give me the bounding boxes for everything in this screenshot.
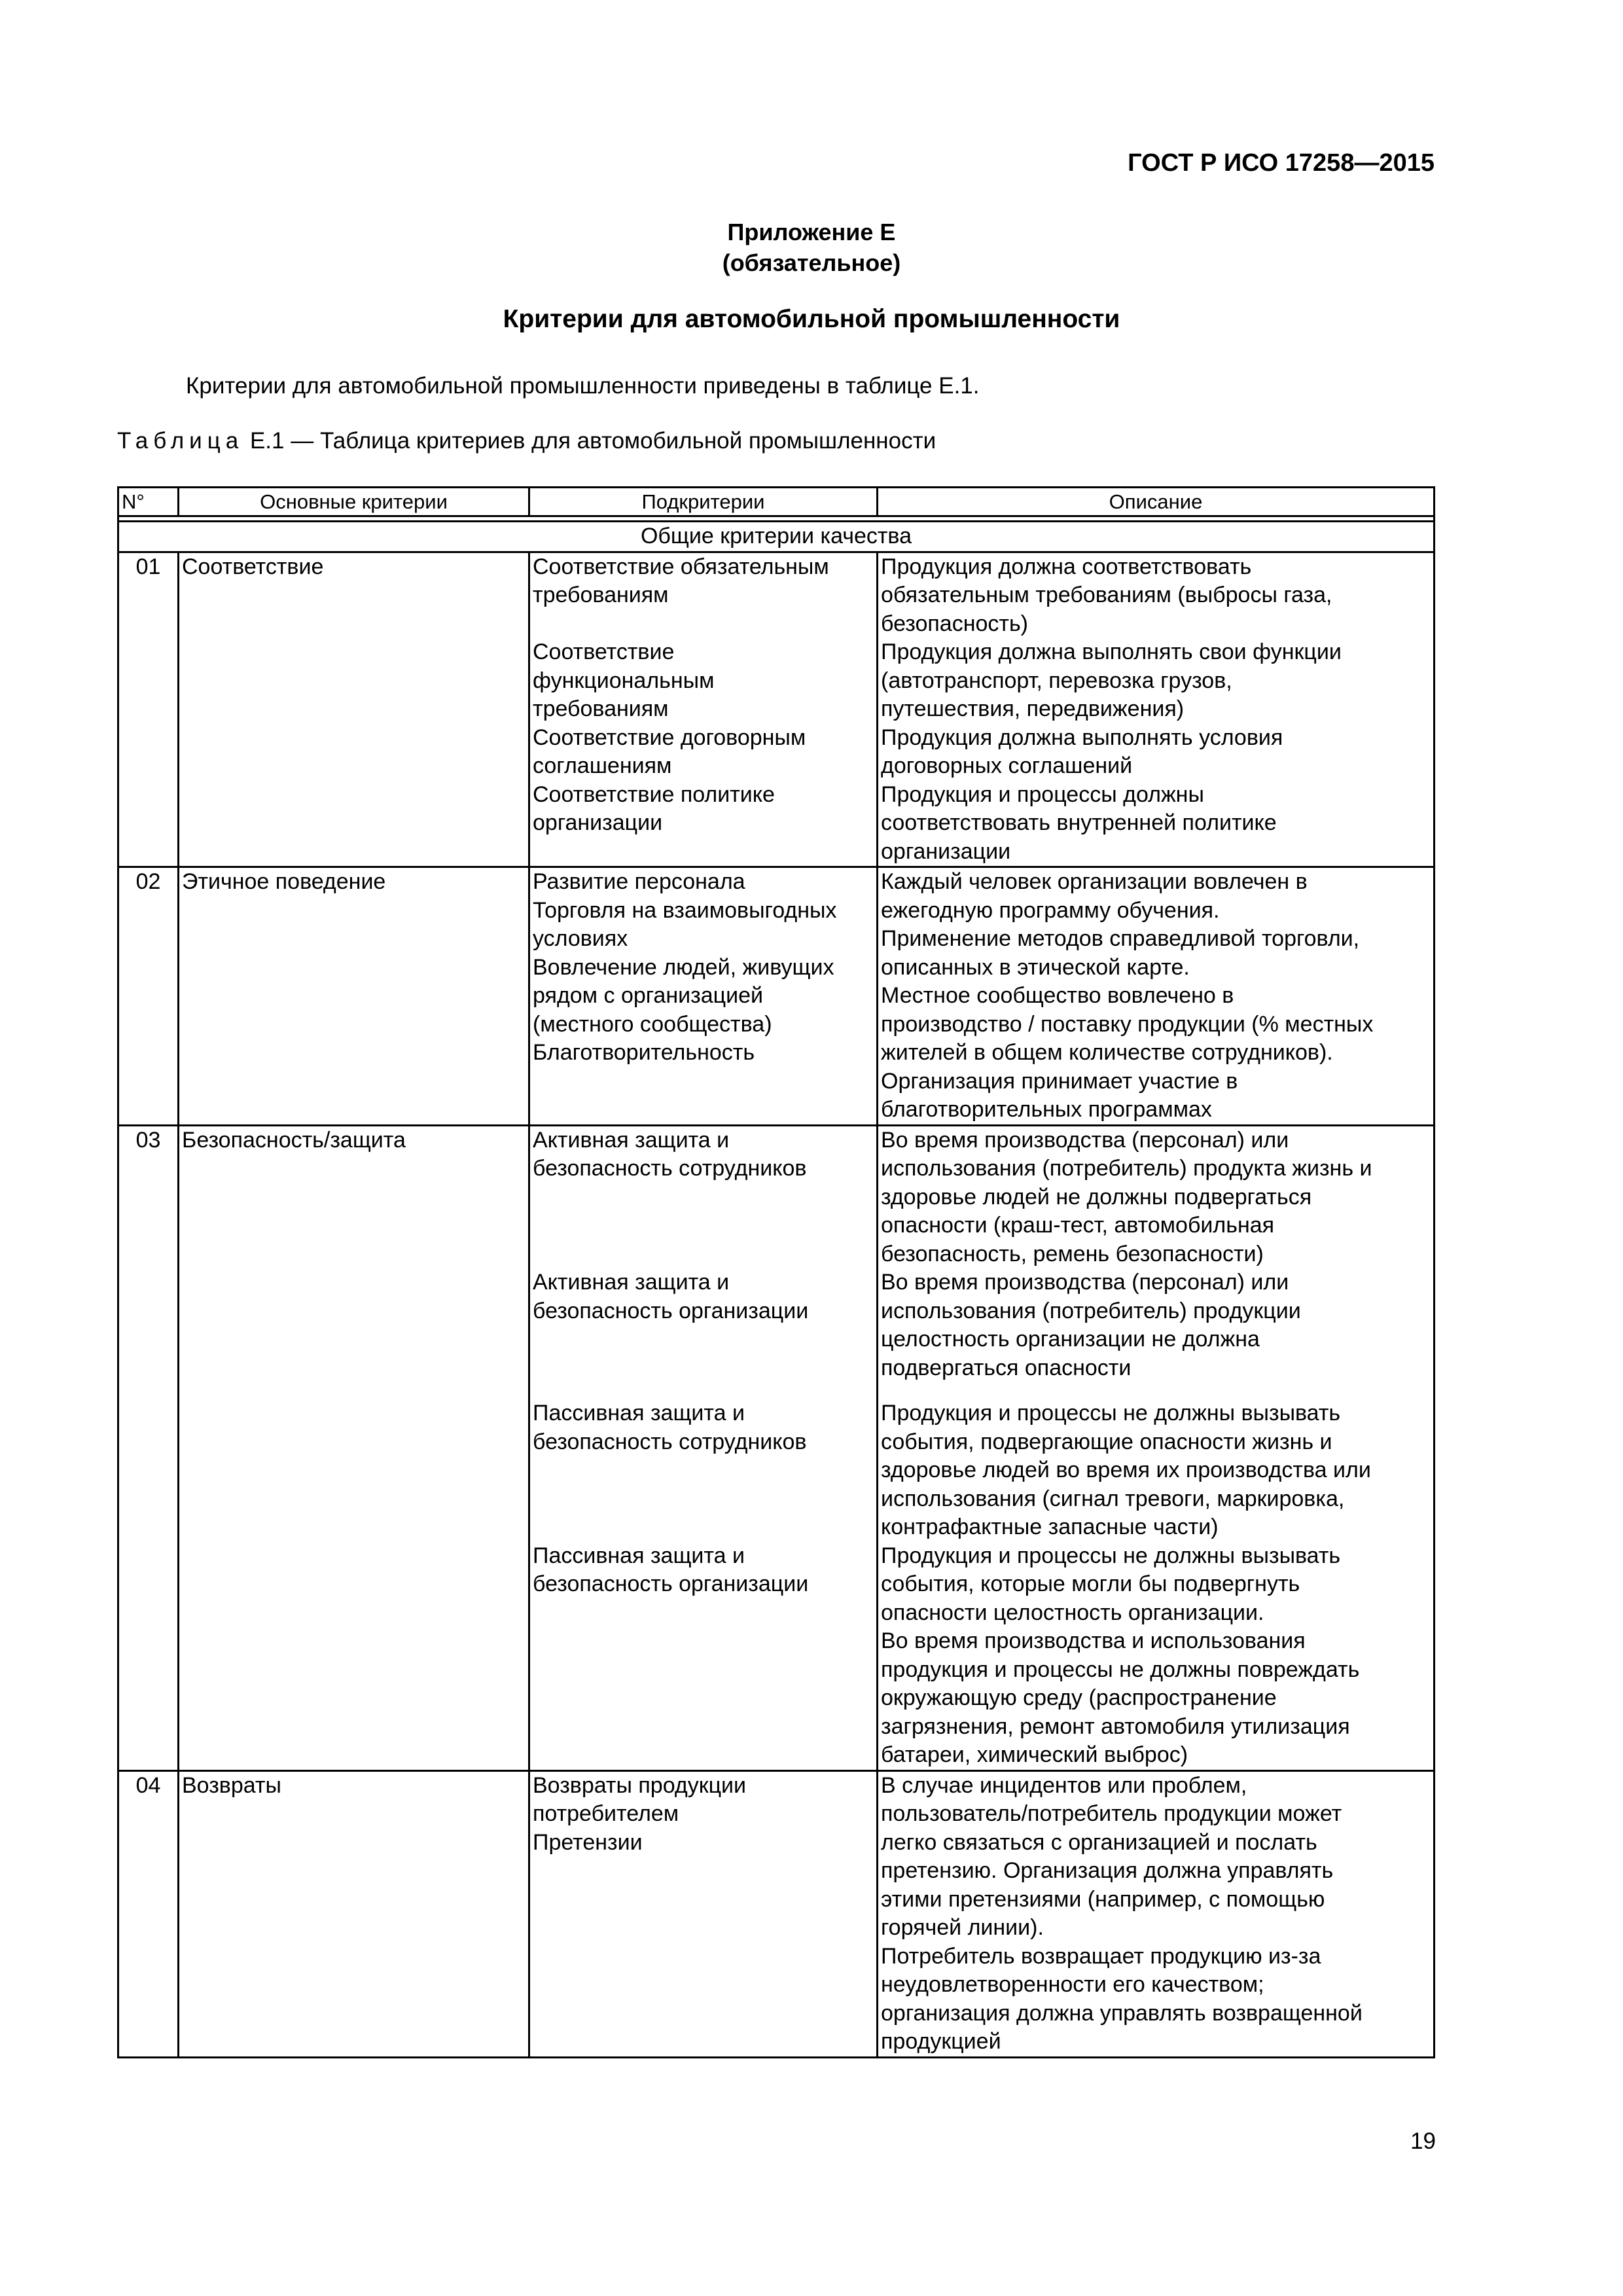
desc-line: этими претензиями (например, с помощью [881,1886,1325,1912]
criteria-table [117,486,1435,2058]
sub-line: Активная защита и [533,1127,730,1153]
row-description [878,552,1435,867]
desc-line: использования (потребитель) продукции [881,1298,1301,1323]
group-row [118,522,1435,552]
sub-line: Соответствие политике [533,781,775,807]
desc-line: организация должна управлять возвращенной [881,2000,1363,2026]
sub-line: Пассивная защита и [533,1543,745,1568]
desc-line: Продукция и процессы не должны вызывать [881,1543,1341,1568]
row-number: 01 [118,552,179,867]
desc-line: обязательным требованиям (выбросы газа, [881,583,1332,607]
col-header-num: N° [118,488,179,516]
row-criterion: Возвраты [179,1770,529,2057]
desc-line: безопасность, ремень безопасности) [881,1241,1264,1266]
desc-line: Применение методов справедливой торговли, [881,926,1360,951]
sub-line: Пассивная защита и [533,1401,745,1426]
row-description [878,1770,1435,2057]
desc-gap [881,1382,1431,1399]
row-description [878,1125,1435,1770]
row-number: 04 [118,1770,179,2057]
sub-line: потребителем [533,1801,679,1826]
desc-line: Организация принимает участие в [881,1068,1238,1094]
desc-line: Во время производства и использования [881,1628,1306,1653]
table-caption-prefix: Таблица [117,428,244,454]
document-code: ГОСТ Р ИСО 17258—2015 [1128,149,1435,177]
row-subcriteria [529,1125,878,1770]
row-number: 02 [118,867,179,1126]
desc-line: производство / поставку продукции (% местных [881,1011,1374,1037]
sub-line: безопасность сотрудников [533,1156,807,1181]
desc-line: продукцией [881,2029,1001,2054]
table-row [118,1125,1435,1770]
sub-gap [533,1325,874,1399]
appendix-block [0,217,1623,278]
table-header-row [118,488,1435,516]
desc-line: здоровье людей не должны подвергаться [881,1184,1312,1210]
desc-line: В случае инцидентов или проблем, [881,1772,1247,1798]
row-subcriteria [529,867,878,1126]
desc-line: благотворительных программах [881,1097,1212,1122]
group-title: Общие критерии качества [118,522,1435,552]
desc-line: загрязнения, ремонт автомобиля утилизация [881,1713,1350,1739]
header-spacer-row [118,516,1435,522]
desc-line: опасности целостность организации. [881,1600,1264,1625]
desc-line: Продукция должна выполнять условия [881,725,1283,750]
page-number: 19 [1410,2128,1436,2154]
sub-line: Соответствие договорным [533,725,806,750]
appendix-title: Приложение Е [727,219,896,245]
table-caption-text: Е.1 — Таблица критериев для автомобильной промышленности [243,428,936,454]
row-description [878,867,1435,1126]
col-header-subcriteria: Подкритерии [529,488,878,516]
desc-line: путешествия, передвижения) [881,696,1185,721]
desc-line: окружающую среду (распространение [881,1685,1277,1710]
sub-line: соглашениям [533,753,672,778]
desc-line: организации [881,838,1011,864]
desc-line: договорных соглашений [881,753,1133,778]
sub-line: организации [533,810,663,835]
sub-line: Претензии [533,1829,643,1855]
desc-line: Продукция и процессы не должны вызывать [881,1401,1341,1426]
row-subcriteria [529,1770,878,2057]
table-caption [117,428,936,454]
desc-line: события, которые могли бы подвергнуть [881,1571,1300,1596]
section-heading: Критерии для автомобильной промышленности [503,305,1120,333]
sub-line: функциональным [533,668,715,693]
desc-line: продукция и процессы не должны повреждать [881,1657,1360,1682]
desc-line: Каждый человек организации вовлечен в [881,869,1308,894]
sub-line: Соответствие [533,639,675,664]
sub-gap [533,1183,874,1269]
header-spacer-cell [118,516,1435,522]
sub-line: Соответствие обязательным [533,554,829,579]
sub-line: безопасность организации [533,1571,809,1596]
desc-line: (автотранспорт, перевозка грузов, [881,668,1232,693]
sub-line: условиях [533,926,628,951]
sub-line: рядом с организацией [533,983,763,1008]
desc-line: Потребитель возвращает продукцию из-за [881,1943,1321,1969]
col-header-criteria: Основные критерии [179,488,529,516]
row-criterion: Соответствие [179,552,529,867]
desc-line: легко связаться с организацией и послать [881,1829,1317,1855]
desc-line: использования (сигнал тревоги, маркировка, [881,1486,1345,1511]
desc-line: Во время производства (персонал) или [881,1270,1289,1295]
desc-line: целостность организации не должна [881,1327,1260,1352]
desc-line: горячей линии). [881,1915,1044,1940]
desc-line: опасности (краш-тест, автомобильная [881,1213,1275,1238]
desc-line: безопасность) [881,611,1028,636]
sub-line: безопасность сотрудников [533,1429,807,1454]
table-row [118,867,1435,1126]
sub-line: Благотворительность [533,1040,755,1065]
row-criterion: Безопасность/защита [179,1125,529,1770]
desc-line: претензию. Организация должна управлять [881,1858,1334,1883]
intro-paragraph: Критерии для автомобильной промышленности приведены в таблице Е.1. [186,373,980,399]
desc-line: неудовлетворенности его качеством; [881,1972,1264,1997]
desc-line: Продукция и процессы должны [881,781,1204,807]
row-criterion: Этичное поведение [179,867,529,1126]
desc-line: соответствовать внутренней политике [881,810,1277,835]
desc-line: контрафактные запасные части) [881,1515,1219,1539]
sub-line: Торговля на взаимовыгодных [533,897,837,923]
sub-line: (местного сообщества) [533,1011,772,1037]
sub-line: Развитие персонала [533,869,745,894]
sub-gap [533,1456,874,1542]
sub-line: требованиям [533,583,669,607]
desc-line: использования (потребитель) продукта жизнь и [881,1156,1372,1181]
sub-line: Вовлечение людей, живущих [533,954,834,980]
sub-line: Возвраты продукции [533,1772,747,1798]
desc-line: Во время производства (персонал) или [881,1127,1289,1153]
desc-line: пользователь/потребитель продукции может [881,1801,1342,1826]
desc-line: ежегодную программу обучения. [881,897,1220,923]
table-row [118,1770,1435,2057]
col-header-description: Описание [878,488,1435,516]
desc-line: батареи, химический выброс) [881,1742,1188,1767]
row-number: 03 [118,1125,179,1770]
sub-line: безопасность организации [533,1298,809,1323]
desc-line: подвергаться опасности [881,1355,1132,1380]
row-subcriteria [529,552,878,867]
desc-line: жителей в общем количестве сотрудников). [881,1040,1333,1065]
sub-line: требованиям [533,696,669,721]
desc-line: Продукция должна соответствовать [881,554,1252,579]
desc-line: Продукция должна выполнять свои функции [881,639,1342,664]
desc-line: Местное сообщество вовлечено в [881,983,1234,1008]
table-row [118,552,1435,867]
desc-line: здоровье людей во время их производства или [881,1458,1371,1482]
sub-gap [533,610,874,639]
desc-line: описанных в этической карте. [881,954,1190,980]
sub-line: Активная защита и [533,1270,730,1295]
desc-line: события, подвергающие опасности жизнь и [881,1429,1332,1454]
appendix-status: (обязательное) [722,249,901,276]
